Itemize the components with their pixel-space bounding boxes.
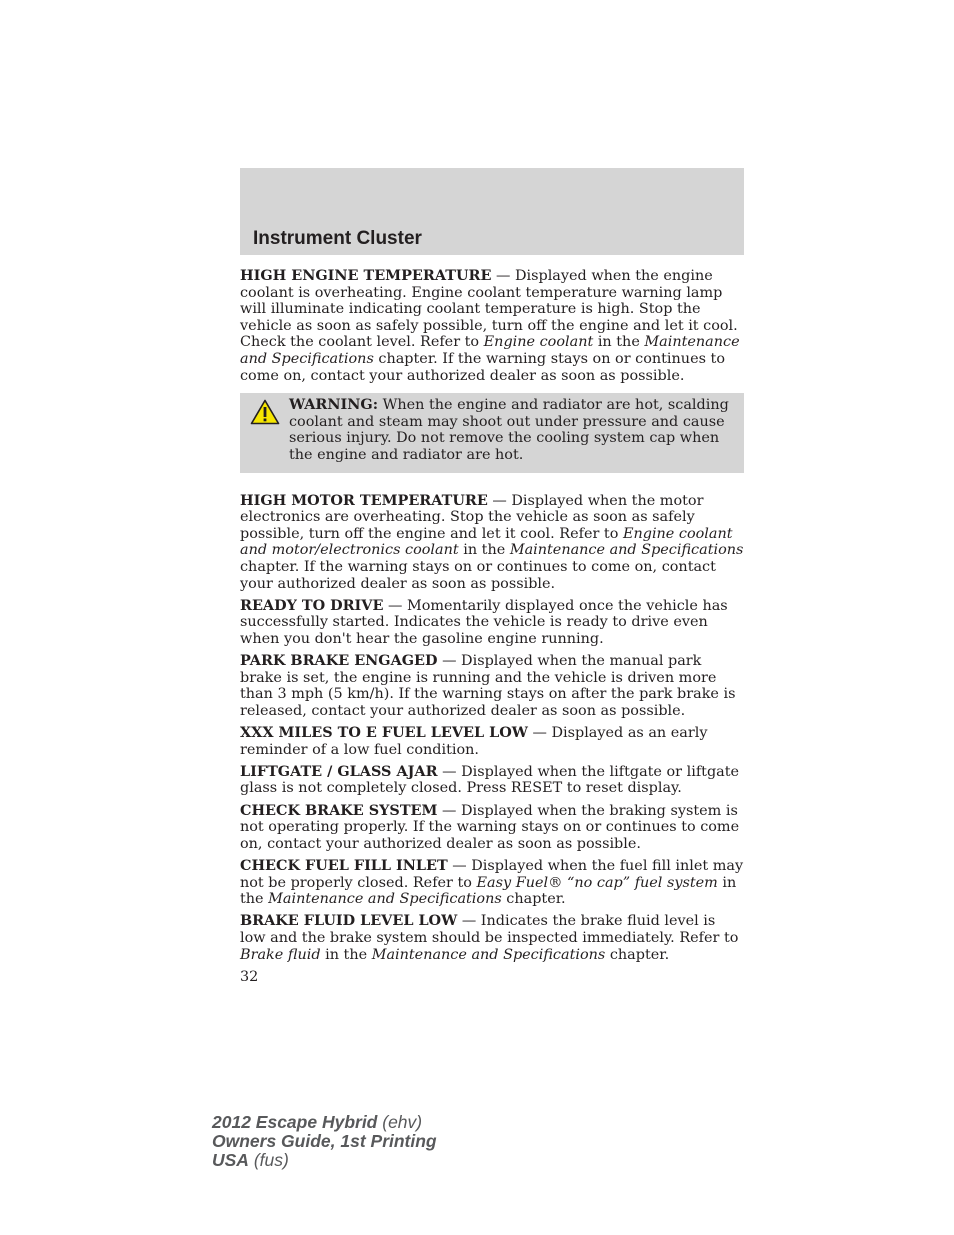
entry-term: READY TO DRIVE xyxy=(240,596,384,614)
entry-term: CHECK BRAKE SYSTEM xyxy=(240,801,438,819)
warning-box xyxy=(240,393,744,472)
footer-line-region: USA (fus) xyxy=(212,1150,289,1170)
entry-miles-to-e-fuel-level-low: XXX MILES TO E FUEL LEVEL LOW — Displayed as an early reminder of a low fuel condition. xyxy=(240,724,708,758)
section-title: Instrument Cluster xyxy=(253,228,422,249)
entry-high-engine-temperature: HIGH ENGINE TEMPERATURE — Displayed when the engine coolant is overheating. Engine coolant temperature warning lamp will illuminate indicating coolant temperature is high. Stop the vehicle as soon as safely possible, turn off the engine and let it cool. Check the coolant level. Refer to Engine coolant in the Maintenance and Specifications chapter. If the warning stays on or continues to come on, contact your authorized dealer as soon as possible. xyxy=(240,267,740,384)
entry-term: PARK BRAKE ENGAGED xyxy=(240,652,438,670)
warning-label: WARNING: xyxy=(289,396,379,414)
page-number: 32 xyxy=(240,968,259,985)
entry-high-motor-temperature: HIGH MOTOR TEMPERATURE — Displayed when the motor electronics are overheating. Stop the vehicle as soon as safely possible, turn off the engine and let it cool. Refer to Engine coolant and motor/electronics coolant in the Maintenance and Specifications chapter. If the warning stays on or continues to come on, contact your authorized dealer as soon as possible. xyxy=(240,491,744,592)
entry-check-fuel-fill-inlet: CHECK FUEL FILL INLET — Displayed when the fuel fill inlet may not be properly closed. Refer to Easy Fuel® “no cap” fuel system in the Maintenance and Specifications chapter. xyxy=(240,856,744,908)
entry-check-brake-system: CHECK BRAKE SYSTEM — Displayed when the braking system is not operating properly. If the warning stays on or continues to come on, contact your authorized dealer as soon as possible. xyxy=(240,801,740,852)
entry-term: XXX MILES TO E FUEL LEVEL LOW xyxy=(240,724,528,742)
section-header xyxy=(240,168,744,255)
entry-liftgate-glass-ajar: LIFTGATE / GLASS AJAR — Displayed when the liftgate or liftgate glass is not completely closed. Press RESET to reset display. xyxy=(240,762,740,797)
entry-term: CHECK FUEL FILL INLET xyxy=(240,856,448,874)
footer-line-model: 2012 Escape Hybrid (ehv) xyxy=(212,1112,423,1132)
entry-term: LIFTGATE / GLASS AJAR xyxy=(240,762,438,780)
footer-line-guide: Owners Guide, 1st Printing xyxy=(212,1131,437,1151)
entry-brake-fluid-level-low: BRAKE FLUID LEVEL LOW — Indicates the brake fluid level is low and the brake system should be inspected immediately. Refer to Brake fluid in the Maintenance and Specifications chapter. xyxy=(240,912,739,963)
page-content xyxy=(240,268,744,985)
warning-text: WARNING: When the engine and radiator are hot, scalding coolant and steam may shoot out under pressure and cause serious injury. Do not remove the cooling system cap when the engine and radiator are hot. xyxy=(289,396,729,463)
warning-triangle-icon xyxy=(250,399,280,425)
document-footer xyxy=(212,1113,437,1170)
entry-ready-to-drive: READY TO DRIVE — Momentarily displayed once the vehicle has successfully started. Indicates the vehicle is ready to drive even when you don't hear the gasoline engine running. xyxy=(240,596,728,647)
entry-term: BRAKE FLUID LEVEL LOW xyxy=(240,912,458,930)
entry-term: HIGH MOTOR TEMPERATURE xyxy=(240,491,488,509)
entry-term: HIGH ENGINE TEMPERATURE xyxy=(240,267,492,284)
entry-park-brake-engaged: PARK BRAKE ENGAGED — Displayed when the manual park brake is set, the engine is running and the vehicle is driven more than 3 mph (5 km/h). If the warning stays on after the park brake is released, contact your authorized dealer as soon as possible. xyxy=(240,652,736,719)
